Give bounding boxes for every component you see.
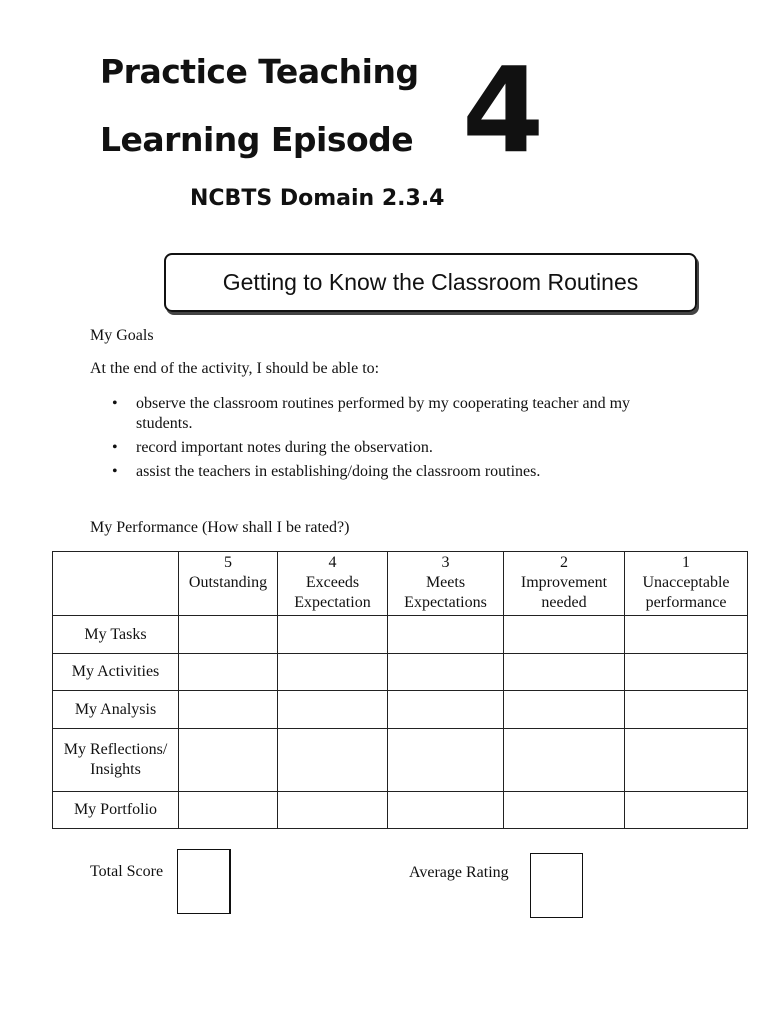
rating-cell[interactable]: [179, 792, 278, 829]
average-rating-box[interactable]: [530, 853, 583, 918]
topic-banner: [164, 253, 697, 312]
table-row: [53, 792, 748, 829]
rating-cell[interactable]: [388, 691, 504, 729]
rating-score: 2: [560, 554, 568, 571]
row-label: My Analysis: [53, 691, 179, 729]
row-label: My Activities: [53, 654, 179, 691]
rating-cell[interactable]: [625, 792, 748, 829]
rating-column-header: [625, 552, 748, 616]
rating-cell[interactable]: [278, 691, 388, 729]
rating-cell[interactable]: [504, 792, 625, 829]
total-score-box[interactable]: [177, 849, 231, 914]
row-label: My Tasks: [53, 616, 179, 654]
rating-column-header: [179, 552, 278, 616]
rating-cell[interactable]: [504, 691, 625, 729]
rating-cell[interactable]: [388, 729, 504, 792]
rating-cell[interactable]: [179, 729, 278, 792]
rating-cell[interactable]: [388, 792, 504, 829]
rating-cell[interactable]: [388, 616, 504, 654]
rating-score: 3: [441, 554, 450, 571]
topic-title: Getting to Know the Classroom Routines: [222, 269, 639, 295]
rating-cell[interactable]: [625, 691, 748, 729]
rating-cell[interactable]: [179, 691, 278, 729]
table-row: [53, 616, 748, 654]
goal-item: • assist the teachers in establishing/doing the classroom routines.: [108, 462, 668, 482]
table-row: [53, 691, 748, 729]
rating-table: [52, 551, 748, 829]
goal-item: • record important notes during the observation.: [108, 438, 668, 458]
rating-cell[interactable]: [504, 654, 625, 691]
performance-heading: My Performance (How shall I be rated?): [90, 519, 350, 536]
rating-cell[interactable]: [504, 616, 625, 654]
rating-cell[interactable]: [278, 654, 388, 691]
header-corner-cell: [53, 552, 179, 616]
rating-cell[interactable]: [388, 654, 504, 691]
rating-label: Meets Expectations: [404, 574, 487, 611]
rating-label: Unacceptable performance: [642, 574, 730, 611]
goals-heading: My Goals: [90, 327, 154, 344]
table-row: [53, 729, 748, 792]
rating-column-header: [504, 552, 625, 616]
rating-cell[interactable]: [179, 654, 278, 691]
rating-cell[interactable]: [278, 616, 388, 654]
rating-label: Improvement needed: [520, 574, 608, 611]
rating-score: 5: [224, 554, 232, 571]
rating-score: 1: [682, 554, 690, 571]
goals-intro: At the end of the activity, I should be able to:: [90, 360, 380, 377]
row-label: My Portfolio: [53, 792, 179, 829]
rating-cell[interactable]: [278, 792, 388, 829]
average-rating-label: Average Rating: [409, 864, 509, 881]
row-label: My Reflections/ Insights: [53, 729, 179, 792]
domain-subtitle: NCBTS Domain 2.3.4: [190, 186, 445, 211]
rating-cell[interactable]: [625, 729, 748, 792]
episode-number: 4: [462, 41, 545, 179]
rating-cell[interactable]: [504, 729, 625, 792]
page-title-line-1: Practice Teaching: [100, 52, 419, 91]
rating-label: Exceeds Expectation: [294, 574, 371, 611]
table-row: [53, 654, 748, 691]
total-score-label: Total Score: [90, 863, 164, 880]
rating-column-header: [278, 552, 388, 616]
rating-cell[interactable]: [625, 616, 748, 654]
rating-cell[interactable]: [278, 729, 388, 792]
rating-cell[interactable]: [179, 616, 278, 654]
rating-column-header: [388, 552, 504, 616]
rating-label: Outstanding: [188, 574, 268, 591]
goals-list: [108, 394, 668, 486]
rating-score: 4: [328, 554, 337, 571]
rating-cell[interactable]: [625, 654, 748, 691]
page-title-line-2: Learning Episode: [100, 120, 414, 159]
table-header-row: [53, 552, 748, 616]
goal-item: • observe the classroom routines performed by my cooperating teacher and my students.: [108, 394, 668, 434]
